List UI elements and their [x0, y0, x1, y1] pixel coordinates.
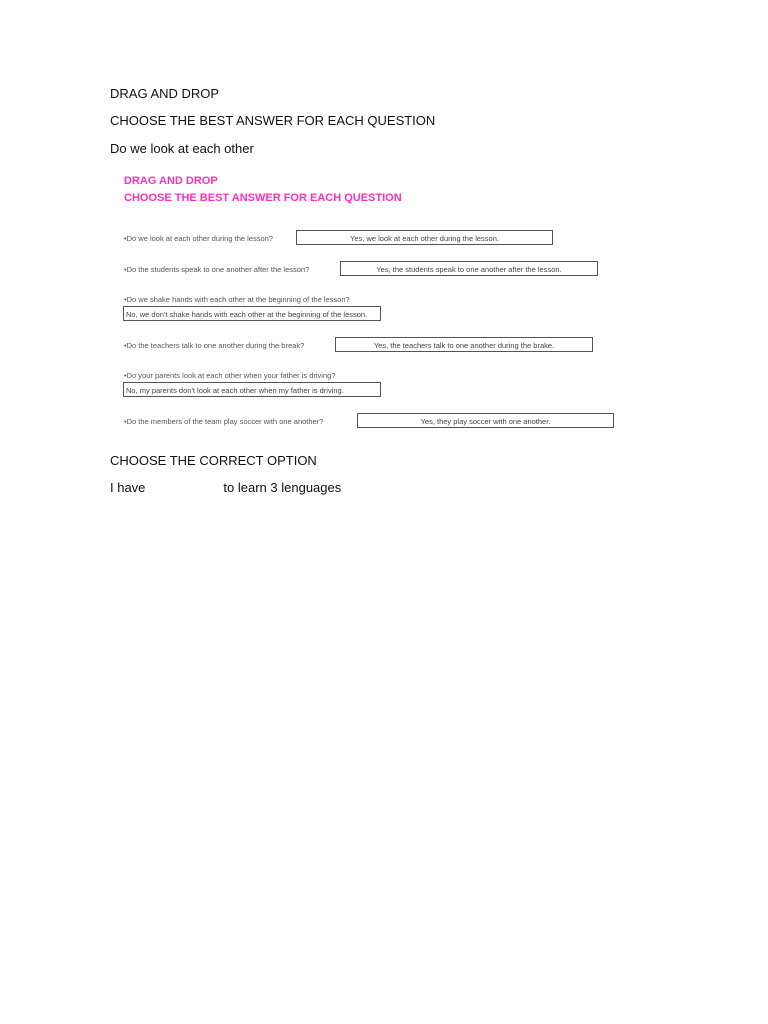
embed-title: DRAG AND DROP [124, 175, 218, 187]
sentence-start: I have [110, 480, 146, 495]
question-5: •Do your parents look at each other when your father is driving? [124, 371, 336, 380]
answer-box-6[interactable]: Yes, they play soccer with one another. [357, 413, 614, 428]
heading-correct-option: CHOOSE THE CORRECT OPTION [110, 453, 317, 468]
question-2: •Do the students speak to one another after the lesson? [124, 265, 310, 274]
sentence-end: to learn 3 lenguages [223, 480, 342, 495]
answer-box-4[interactable]: Yes, the teachers talk to one another during the brake. [335, 337, 593, 352]
question-1: •Do we look at each other during the lesson? [124, 234, 273, 243]
answer-box-2[interactable]: Yes, the students speak to one another after the lesson. [340, 261, 598, 276]
embed-subtitle: CHOOSE THE BEST ANSWER FOR EACH QUESTION [124, 192, 402, 204]
question-4: •Do the teachers talk to one another during the break? [124, 341, 305, 350]
heading-instructions: CHOOSE THE BEST ANSWER FOR EACH QUESTION [110, 113, 436, 128]
answer-box-1[interactable]: Yes, we look at each other during the lesson. [296, 230, 553, 245]
question-6: •Do the members of the team play soccer with one another? [124, 417, 324, 426]
answer-box-3[interactable]: No, we don't shake hands with each other at the beginning of the lesson. [123, 306, 381, 321]
question-3: •Do we shake hands with each other at the beginning of the lesson? [124, 295, 350, 304]
answer-box-5[interactable]: No, my parents don't look at each other when my father is driving. [123, 382, 381, 397]
embedded-exercise-image [110, 166, 630, 438]
heading-drag-and-drop: DRAG AND DROP [110, 86, 220, 101]
sample-question: Do we look at each other [110, 141, 254, 156]
fill-in-sentence [110, 480, 341, 495]
